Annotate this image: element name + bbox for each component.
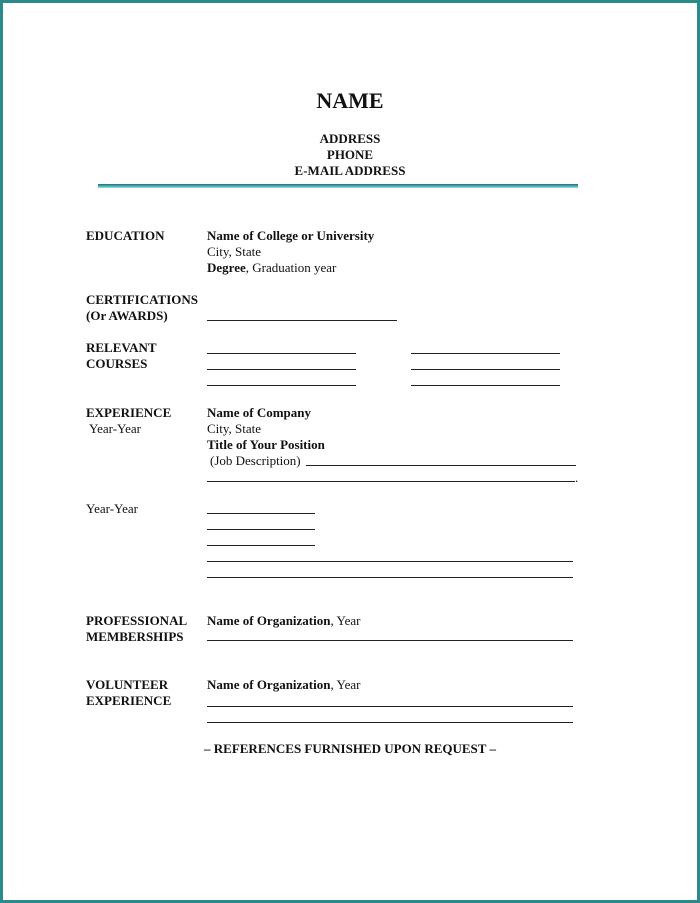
- volunteer-org-name: Name of Organization: [207, 677, 331, 692]
- volunteer-heading: VOLUNTEER: [86, 677, 169, 692]
- certifications-subheading: (Or AWARDS): [86, 308, 168, 323]
- experience-heading: EXPERIENCE: [86, 405, 172, 420]
- course-blank: [411, 369, 560, 370]
- references-note: – REFERENCES FURNISHED UPON REQUEST –: [204, 741, 496, 756]
- education-heading: EDUCATION: [86, 228, 165, 243]
- resume-name: NAME: [316, 88, 384, 113]
- experience-company: Name of Company: [207, 405, 311, 420]
- course-blank: [411, 385, 560, 386]
- certifications-blank: [207, 320, 397, 321]
- education-school: Name of College or University: [207, 228, 375, 243]
- membership-organization: [207, 613, 360, 629]
- volunteer-subheading: EXPERIENCE: [86, 693, 172, 708]
- volunteer-blank: [207, 706, 573, 707]
- description-blank: [306, 465, 576, 466]
- phone-line: PHONE: [326, 147, 374, 162]
- education-degree: [207, 260, 336, 276]
- experience-years-second: Year-Year: [86, 501, 138, 516]
- volunteer-blank: [207, 722, 573, 723]
- certifications-heading: CERTIFICATIONS: [86, 292, 198, 307]
- membership-blank: [207, 640, 573, 641]
- experience-blank: [207, 529, 315, 530]
- course-blank: [207, 385, 356, 386]
- experience-blank: [207, 545, 315, 546]
- education-location: City, State: [207, 244, 262, 259]
- memberships-heading: PROFESSIONAL: [86, 613, 188, 628]
- experience-blank: [207, 513, 315, 514]
- course-blank: [411, 353, 560, 354]
- header-divider: [98, 184, 578, 188]
- course-blank: [207, 369, 356, 370]
- description-period: .: [575, 470, 579, 485]
- email-line: E-MAIL ADDRESS: [294, 163, 406, 178]
- courses-heading: RELEVANT: [86, 340, 157, 355]
- experience-years: Year-Year: [89, 421, 141, 436]
- description-blank: [207, 481, 575, 482]
- degree-label: Degree: [207, 260, 246, 275]
- address-line: ADDRESS: [319, 131, 381, 146]
- experience-location: City, State: [207, 421, 262, 436]
- courses-subheading: COURSES: [86, 356, 148, 371]
- degree-year: , Graduation year: [245, 260, 337, 275]
- experience-description: (Job Description): [210, 453, 301, 468]
- experience-blank: [207, 577, 573, 578]
- membership-org-name: Name of Organization: [207, 613, 331, 628]
- experience-position: Title of Your Position: [207, 437, 325, 452]
- course-blank: [207, 353, 356, 354]
- memberships-subheading: MEMBERSHIPS: [86, 629, 184, 644]
- membership-org-year: , Year: [330, 613, 361, 628]
- volunteer-org-year: , Year: [330, 677, 361, 692]
- experience-blank: [207, 561, 573, 562]
- volunteer-organization: [207, 677, 360, 693]
